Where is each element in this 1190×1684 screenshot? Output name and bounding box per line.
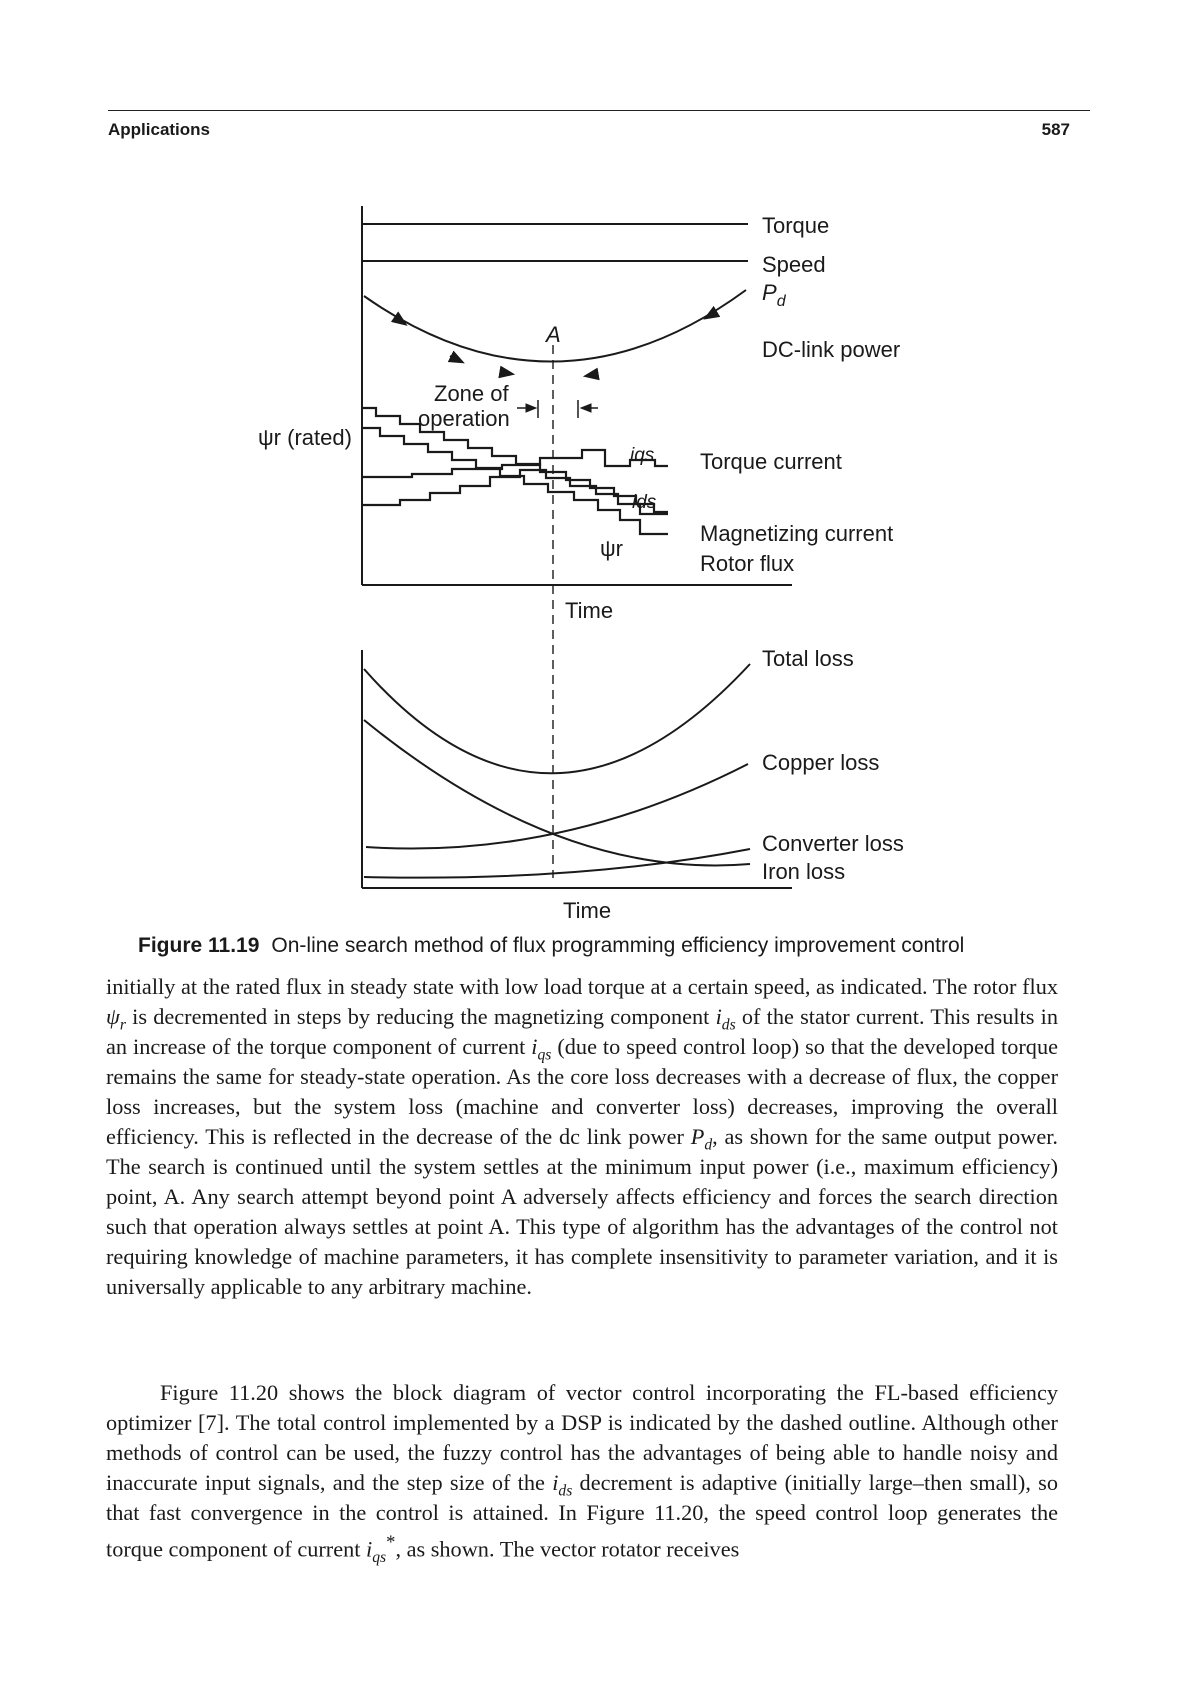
label-time-top: Time bbox=[565, 598, 614, 623]
label-point-a: A bbox=[546, 322, 561, 347]
label-iron-loss: Iron loss bbox=[762, 859, 846, 884]
label-ids: ids bbox=[632, 492, 657, 513]
figure-number: Figure 11.19 bbox=[138, 934, 260, 957]
converter-loss-curve bbox=[364, 849, 750, 878]
page-number: 587 bbox=[1041, 120, 1070, 139]
label-dc-link-power: DC-link power bbox=[762, 337, 901, 362]
label-psi-r: ψr bbox=[600, 536, 624, 561]
running-head-section: Applications bbox=[108, 120, 211, 139]
iron-loss-curve bbox=[364, 720, 750, 865]
ids-steps bbox=[362, 428, 668, 534]
label-operation: operation bbox=[418, 406, 510, 431]
body-paragraph-2: Figure 11.20 shows the block diagram of vector control incorporating the FL-based efficiency optimizer [7]. The total control implemented by a DSP is indicated by the dashed outline. Although other methods of control can be used, the fuzzy control has the advantages of being able to handle noisy and inaccurate input signals, and the step size of the $i_{ds}$ decrement is adaptive (initially large–then small), so that fast convergence in the control is attained. In Figure 11.20, the speed control loop generates the torque component of current $i_{qs}^*$, as shown. The vector rotator receives bbox=[106, 1380, 1059, 1566]
label-copper-loss: Copper loss bbox=[762, 750, 880, 775]
upper-steps bbox=[362, 408, 668, 512]
label-iqs: iqs bbox=[630, 445, 655, 466]
label-torque-current: Torque current bbox=[700, 449, 842, 474]
label-zone-of: Zone of bbox=[434, 381, 509, 406]
label-speed: Speed bbox=[762, 252, 826, 277]
label-magnetizing-current: Magnetizing current bbox=[700, 521, 894, 546]
label-psi-rated: ψr (rated) bbox=[258, 425, 352, 450]
label-pd: $P_d$ bbox=[762, 280, 786, 310]
body-paragraph-1: initially at the rated flux in steady state with low load torque at a certain speed, as indicated. The rotor flux $\psi_r$ is decremented in steps by reducing the magnetizing component $i_{ds}$ of the stator current. This results in an increase of the torque component of current $i_{qs}$ (due to speed control loop) so that the developed torque remains the same for steady-state operation. As the core loss decreases with a decrease of flux, the copper loss increases, but the system loss (machine and converter loss) decreases, improving the overall efficiency. This is reflected in the decrease of the dc link power $P_d$, as shown for the same output power. The search is continued until the system settles at the minimum input power (i.e., maximum efficiency) point, A. Any search attempt beyond point A adversely affects efficiency and forces the search direction such that operation always settles at point A. This type of algorithm has the advantages of the control not requiring knowledge of machine parameters, it has complete insensitivity to parameter variation, and it is universally applicable to any arbitrary machine. bbox=[106, 974, 1058, 1299]
label-time-bottom: Time bbox=[563, 898, 612, 923]
total-loss-curve bbox=[364, 664, 750, 773]
label-total-loss: Total loss bbox=[762, 646, 854, 671]
label-rotor-flux: Rotor flux bbox=[700, 551, 795, 576]
label-converter-loss: Converter loss bbox=[762, 831, 904, 856]
figure-caption bbox=[138, 934, 1098, 958]
label-torque: Torque bbox=[762, 213, 830, 238]
figure-caption-text: On-line search method of flux programming efficiency improvement control bbox=[271, 934, 965, 957]
